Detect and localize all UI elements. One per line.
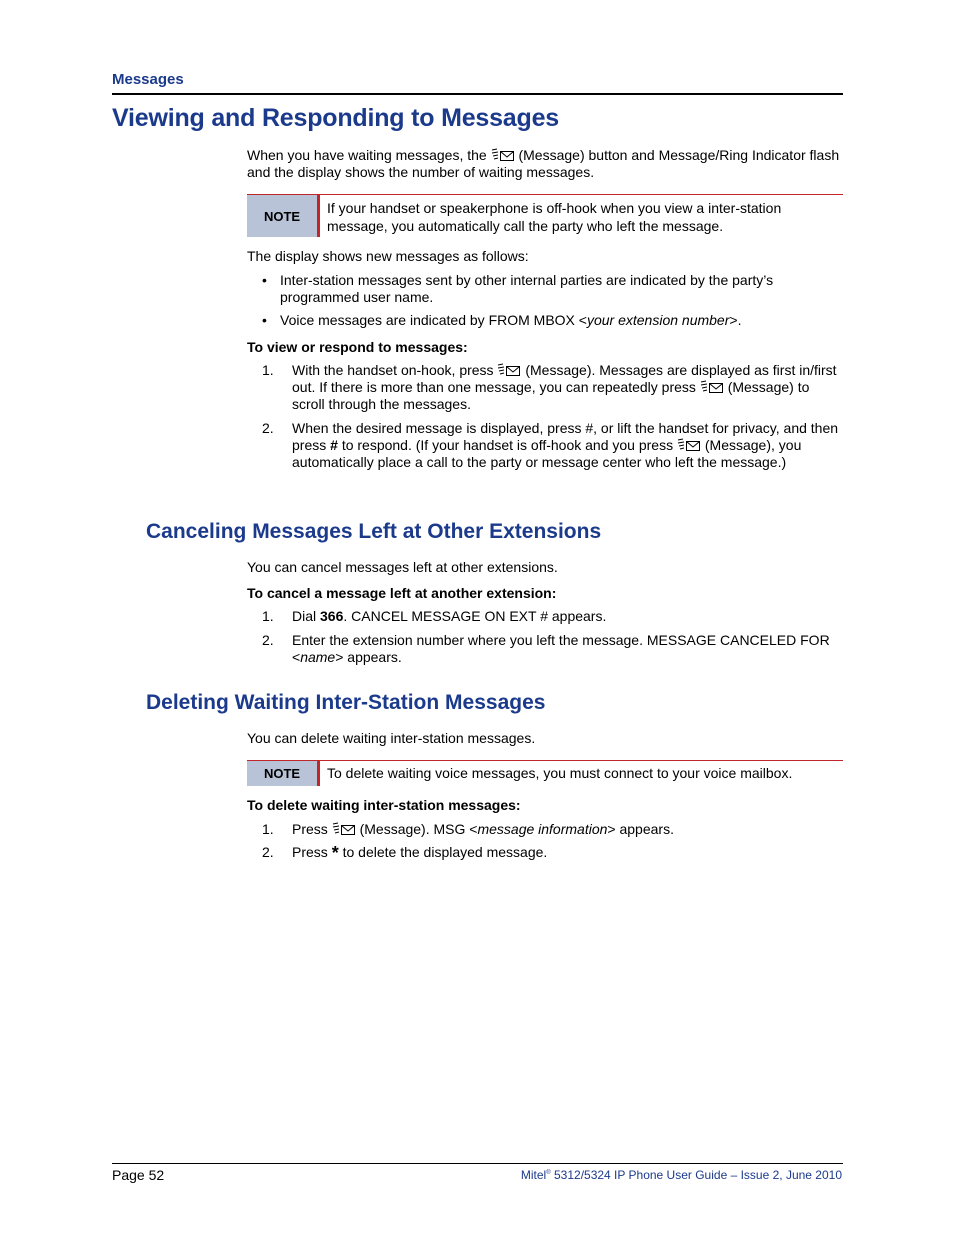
note-label: NOTE <box>247 195 320 237</box>
intro-text-a: When you have waiting messages, the <box>247 147 487 163</box>
step-text: (Message). Messages are displayed as first in/first <box>525 362 837 378</box>
step-text: > appears. <box>607 821 674 837</box>
star-key-icon: * <box>331 843 339 863</box>
step-number: 1. <box>262 608 274 624</box>
bullet-icon: • <box>262 312 267 328</box>
page-number: Page 52 <box>112 1167 165 1183</box>
step-text: Press <box>292 821 328 837</box>
footer-rule <box>112 1163 843 1164</box>
step-text: to respond. (If your handset is off-hook and you press <box>341 437 674 453</box>
note-text <box>320 195 781 237</box>
cancel-intro: You can cancel messages left at other extensions. <box>247 559 558 575</box>
step-text: (Message) to <box>727 379 810 395</box>
step-text: > appears. <box>335 649 402 665</box>
step-text: (Message). MSG < <box>359 821 478 837</box>
step-text: scroll through the messages. <box>292 396 471 412</box>
running-header: Messages <box>112 71 184 88</box>
step-text: press <box>292 437 327 453</box>
step-number: 2. <box>262 420 274 436</box>
list-item <box>262 272 843 306</box>
note-label: NOTE <box>247 761 320 786</box>
note-line-2: message, you automatically call the party who left the message. <box>327 218 724 234</box>
message-envelope-icon <box>332 822 356 836</box>
procedure-heading: To delete waiting inter-station messages: <box>247 797 521 813</box>
footer-doc-title <box>521 1168 842 1182</box>
step-key: # <box>330 437 338 453</box>
step-number: 2. <box>262 844 274 860</box>
list-item <box>262 362 843 413</box>
list-item <box>262 844 843 862</box>
step-text: When the desired message is displayed, press #, or lift the handset for privacy, and then <box>292 420 839 436</box>
message-envelope-icon <box>700 380 724 394</box>
intro-text-b: (Message) button and Message/Ring Indicator flash <box>518 147 840 163</box>
message-envelope-icon <box>677 438 701 452</box>
procedure-heading: To cancel a message left at another extension: <box>247 585 557 601</box>
bullet-text: Inter-station messages sent by other internal parties are indicated by the party’s <box>280 272 774 288</box>
step-text: to delete the displayed message. <box>342 844 548 860</box>
step-text: automatically place a call to the party or message center who left the message.) <box>292 454 787 470</box>
view-steps-list <box>262 362 843 471</box>
message-envelope-icon <box>497 363 521 377</box>
step-text: Enter the extension number where you left the message. MESSAGE CANCELED FOR <box>292 632 830 648</box>
bullet-list <box>262 272 843 329</box>
step-number: 2. <box>262 632 274 648</box>
list-item <box>262 608 843 625</box>
step-text: out. If there is more than one message, you can repeatedly press <box>292 379 696 395</box>
list-item <box>262 632 843 666</box>
step-text-italic: message information <box>477 821 608 837</box>
list-item <box>262 312 843 329</box>
step-text-italic: name <box>300 649 336 665</box>
step-code: 366 <box>320 608 344 624</box>
step-number: 1. <box>262 821 274 837</box>
delete-intro: You can delete waiting inter-station messages. <box>247 730 536 746</box>
bullet-text: Voice messages are indicated by FROM MBOX < <box>280 312 587 328</box>
note-text: To delete waiting voice messages, you must connect to your voice mailbox. <box>327 765 793 781</box>
cancel-steps-list <box>262 608 843 666</box>
intro-paragraph <box>247 147 843 181</box>
delete-steps-list <box>262 821 843 862</box>
note-box-handset <box>247 194 843 237</box>
bullet-text: programmed user name. <box>280 289 434 305</box>
bullet-icon: • <box>262 272 267 288</box>
footer-brand: Mitel <box>520 1168 547 1182</box>
list-item <box>262 821 843 838</box>
section-title-canceling: Canceling Messages Left at Other Extensions <box>146 520 602 543</box>
intro-text-c: and the display shows the number of waiting messages. <box>247 164 595 180</box>
message-envelope-icon <box>491 148 515 162</box>
step-text: Press <box>292 844 328 860</box>
step-number: 1. <box>262 362 274 378</box>
note-line-1: If your handset or speakerphone is off-hook when you view a inter-station <box>327 200 782 216</box>
list-item <box>262 420 843 471</box>
step-text: . CANCEL MESSAGE ON EXT # appears. <box>343 608 607 624</box>
footer-doc-text: 5312/5324 IP Phone User Guide – Issue 2, June 2010 <box>554 1168 842 1182</box>
step-text: With the handset on-hook, press <box>292 362 494 378</box>
procedure-heading: To view or respond to messages: <box>247 339 468 355</box>
header-rule <box>112 93 843 95</box>
note-box-voicemail <box>247 760 843 786</box>
section-title-deleting: Deleting Waiting Inter-Station Messages <box>146 691 546 714</box>
step-text: < <box>292 649 301 665</box>
display-paragraph: The display shows new messages as follows: <box>247 248 529 264</box>
page-title: Viewing and Responding to Messages <box>112 104 559 132</box>
step-text: Dial <box>292 608 317 624</box>
bullet-text: >. <box>729 312 742 328</box>
registered-mark: ® <box>546 1170 551 1176</box>
bullet-text-italic: your extension number <box>586 312 730 328</box>
step-text: (Message), you <box>704 437 802 453</box>
